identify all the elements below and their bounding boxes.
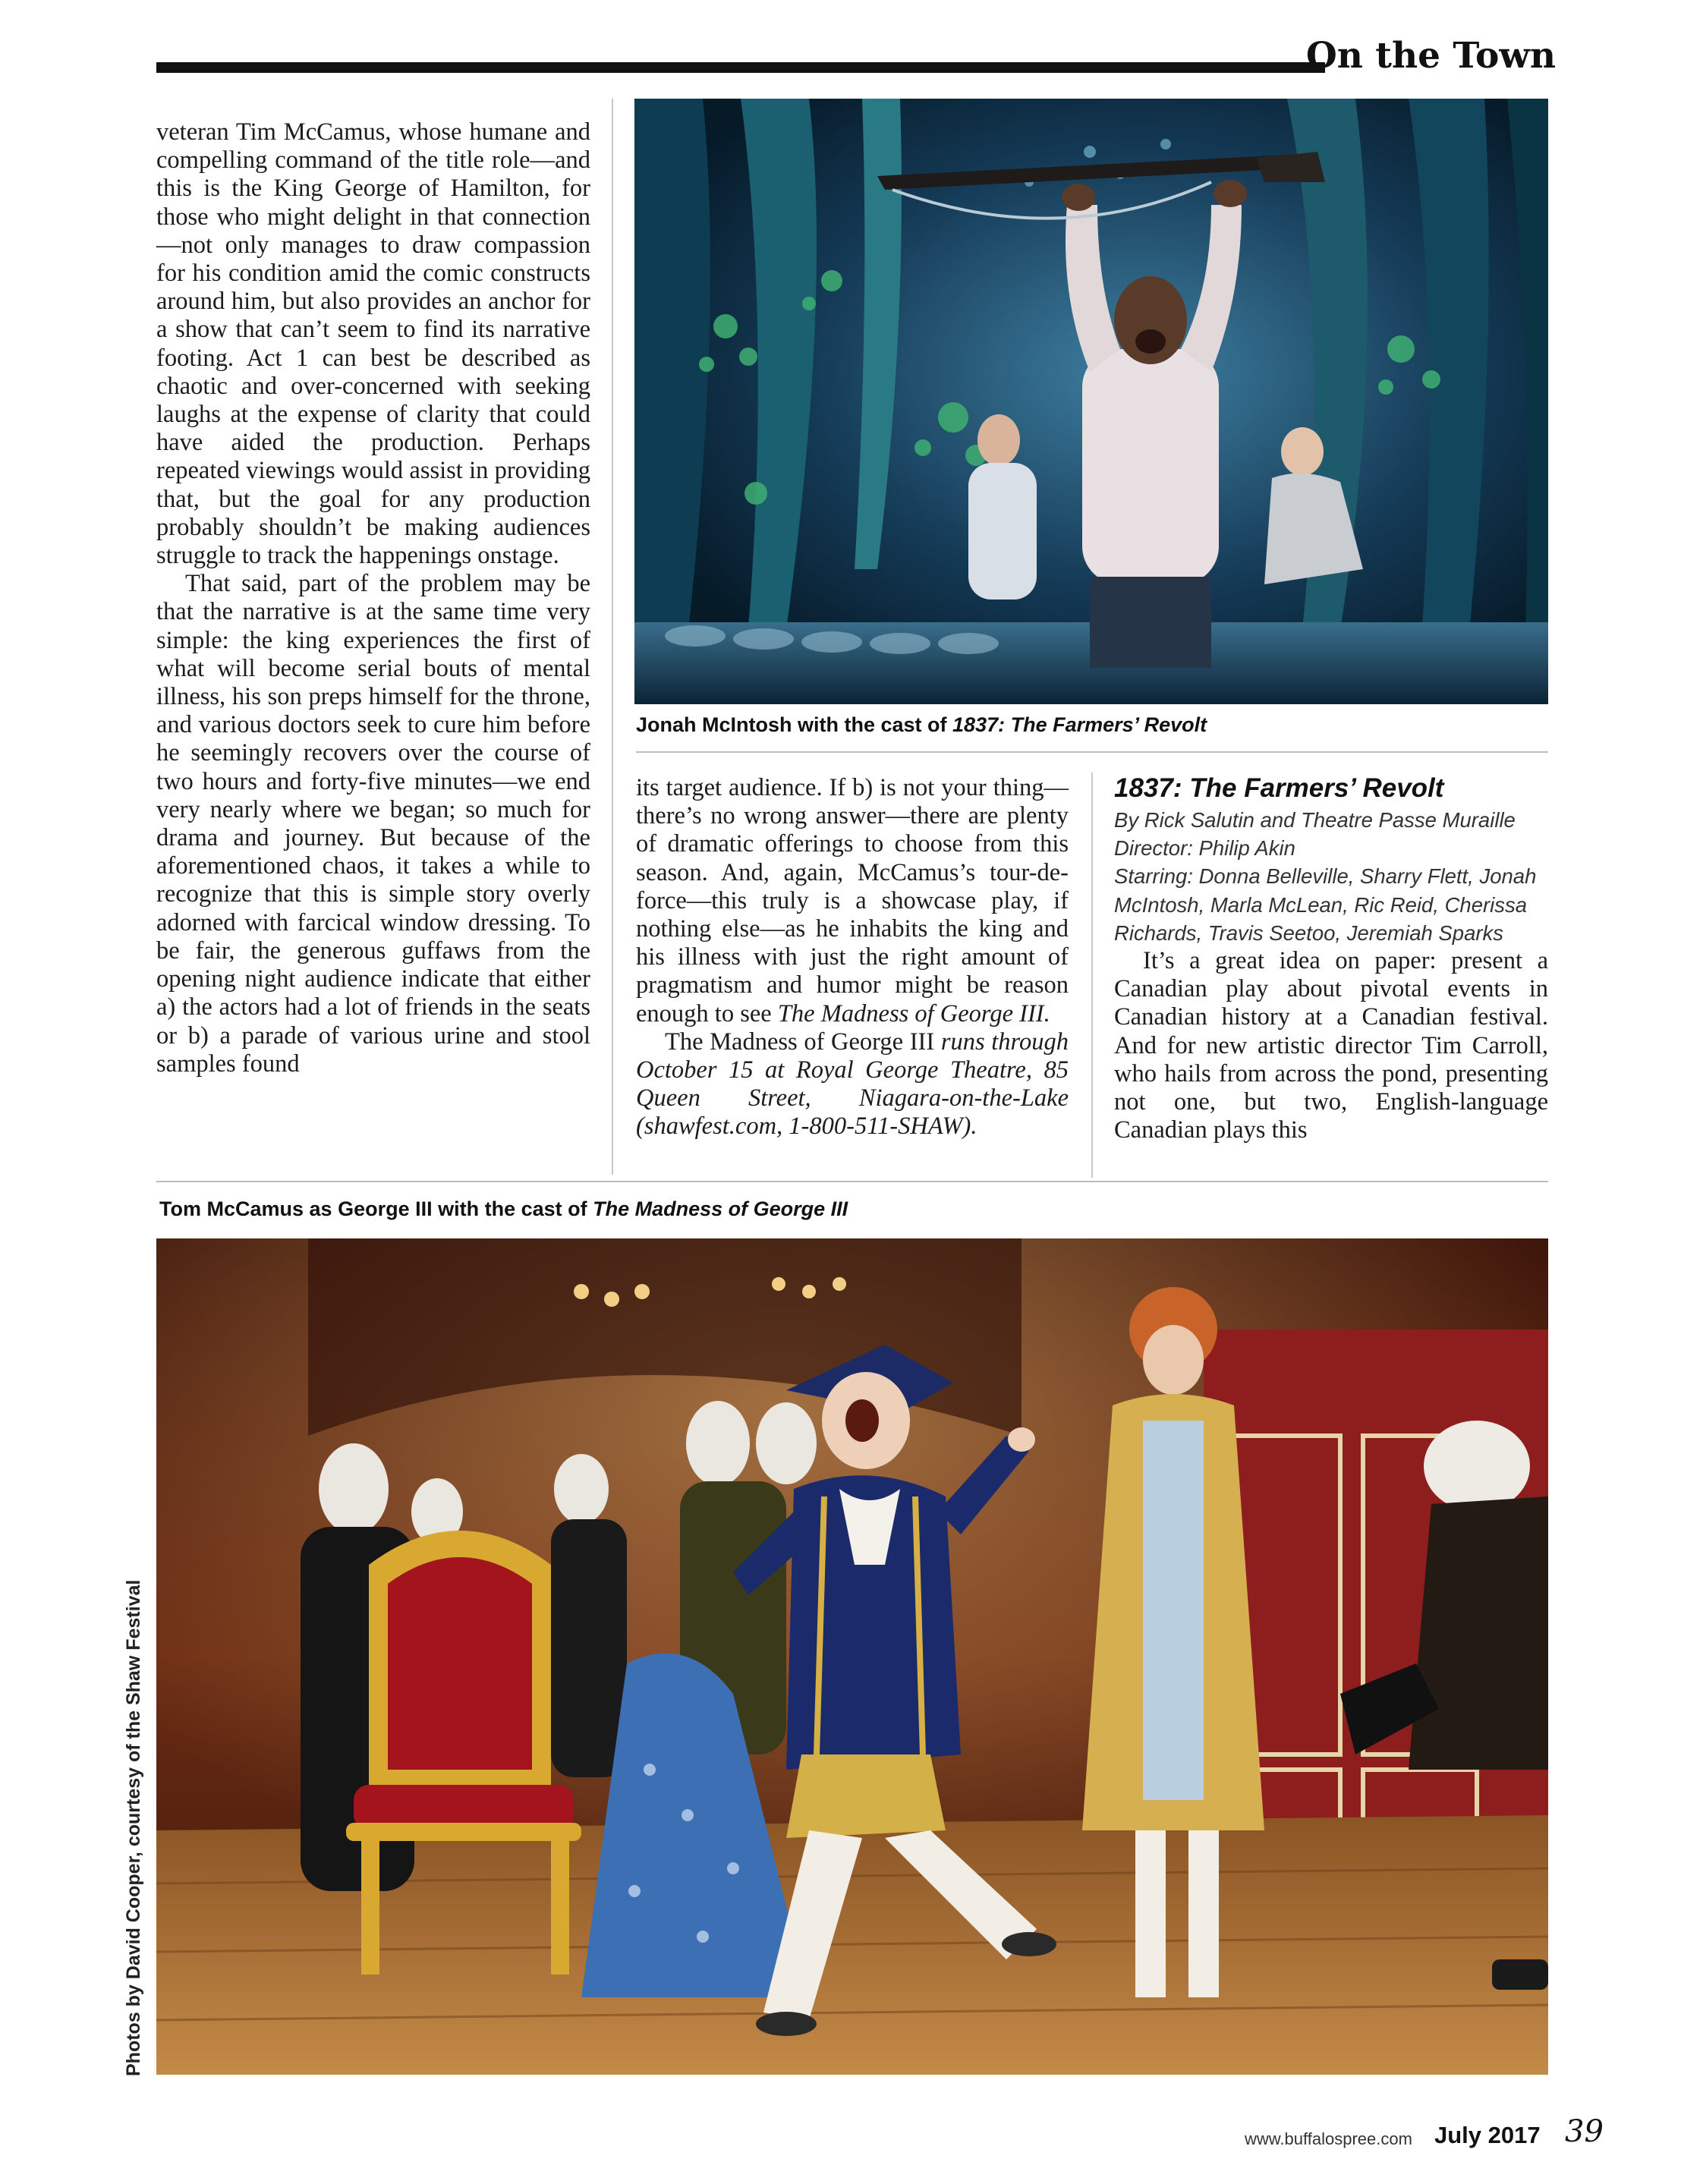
caption-text: Jonah McIntosh with the cast of bbox=[636, 713, 953, 736]
column-divider bbox=[612, 99, 613, 1175]
review-starring: Starring: Donna Belleville, Sharry Flett, Jonah McIntosh, Marla McLean, Ric Reid, Cherissa Richards, Travis Seetoo, Jeremiah Sparks bbox=[1114, 864, 1537, 945]
paragraph: That said, part of the problem may be that the narrative is at the same time very simple: the king experiences the first of what will become serial bouts of mental illness, his son preps himself for the throne, and various doctors seek to cure him before he seemingly recovers over the course of two hours and forty-five minutes—we end very nearly where we began; so much for drama and journey. But because of the aforementioned chaos, it takes a while to recognize that this is simple story overly adorned with farcical window dressing. To be fair, the generous guffaws from the opening night audience indicate that either a) the actors had a lot of friends in the seats or b) a parade of various urine and stool samples found bbox=[156, 570, 590, 1078]
photo-credit: Photos by David Cooper, courtesy of the Shaw Festival bbox=[123, 1579, 144, 2076]
photo-caption-top bbox=[636, 713, 1548, 737]
section-rule bbox=[156, 1181, 1548, 1182]
photo-caption-bottom bbox=[159, 1197, 1374, 1221]
paragraph-text: its target audience. If b) is not your thing—there’s no wrong answer—there are plenty of dramatic offerings to choose from this season. And, again, McCamus’s tour-de-force—this truly is a showcase play, if nothing else—as he inhabits the king and his illness with just the right amount of pragmatism and humor might be reason enough to see bbox=[636, 774, 1069, 1027]
header-rule bbox=[156, 62, 1325, 73]
caption-text: Tom McCamus as George III with the cast of bbox=[159, 1197, 593, 1220]
review-director: Director: Philip Akin bbox=[1114, 836, 1295, 861]
photo-madness-of-george bbox=[156, 1238, 1548, 2075]
paragraph bbox=[636, 774, 1069, 1028]
article-column-2 bbox=[636, 774, 1069, 1141]
show-details: runs through October 15 at Royal George Theatre, 85 Queen Street, Niagara-on-the-Lake (shawfest.com, 1-800-511-SHAW). bbox=[636, 1027, 1069, 1141]
column-divider bbox=[1091, 773, 1093, 1178]
caption-rule bbox=[636, 751, 1548, 753]
paragraph: veteran Tim McCamus, whose humane and compelling command of the title role—and this is the King George of Hamilton, for those who might delight in that connection—not only manages to draw compassion for his condition amid the comic constructs around him, but also provides an anchor for a show that can’t seem to find its narrative footing. Act 1 can best be described as chaotic and over-concerned with seeking laughs at the expense of clarity that could have aided the production. Perhaps repeated viewings would assist in providing that, but the goal for any production probably shouldn’t be making audiences struggle to track the happenings onstage. bbox=[156, 118, 590, 570]
page-number: 39 bbox=[1565, 2114, 1604, 2149]
caption-title: The Madness of George III bbox=[593, 1197, 848, 1220]
show-info bbox=[636, 1028, 1069, 1141]
review-title: 1837: The Farmers’ Revolt bbox=[1114, 773, 1444, 803]
article-column-3 bbox=[1114, 773, 1548, 1144]
review-byline: By Rick Salutin and Theatre Passe Muraille bbox=[1114, 808, 1516, 832]
footer-url: www.buffalospree.com bbox=[1245, 2129, 1412, 2148]
photo-farmers-revolt bbox=[634, 99, 1548, 704]
caption-title: 1837: The Farmers’ Revolt bbox=[952, 713, 1207, 736]
section-title: On the Town bbox=[1305, 35, 1556, 77]
footer-issue: July 2017 bbox=[1434, 2122, 1541, 2148]
paragraph: It’s a great idea on paper: present a Canadian play about pivotal events in Canadian history at a Canadian festival. And for new artistic director Tim Carroll, who hails from across the pond, presenting not one, but two, English-language Canadian plays this bbox=[1114, 947, 1548, 1144]
article-column-1 bbox=[156, 118, 590, 1078]
play-title: The Madness of George III. bbox=[777, 999, 1050, 1027]
play-title: The Madness of George III bbox=[665, 1027, 941, 1056]
